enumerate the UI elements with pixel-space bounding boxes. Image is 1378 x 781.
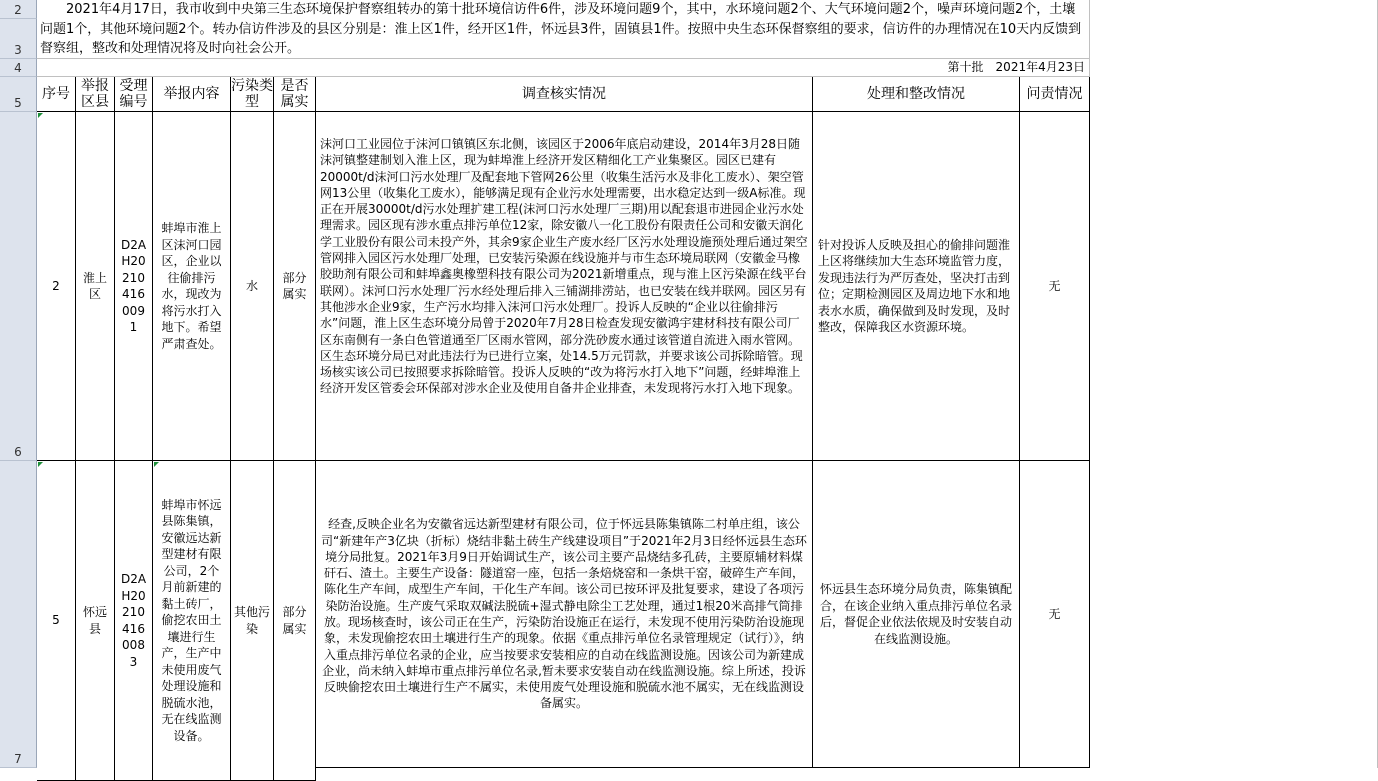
table-cell-content[interactable]: 蚌埠市怀远县陈集镇，安徽远达新型建材有限公司，2个月前新建的黏土砖厂，偷挖农田土壤进行生产，生产中未使用废气处理设施和脱硫水池，无在线监测设备。	[153, 461, 231, 781]
cell-indicator-icon	[154, 462, 159, 467]
header-seq[interactable]: 序号	[37, 77, 76, 112]
header-accountability[interactable]: 问责情况	[1020, 77, 1090, 112]
batch-date[interactable]: 第十批 2021年4月23日	[37, 59, 1090, 77]
header-content[interactable]: 举报内容	[153, 77, 231, 112]
row-header-7[interactable]: 7	[0, 461, 37, 768]
table-cell-acceptance-no[interactable]: D2AH20210416008 3	[115, 461, 153, 781]
table-cell-content[interactable]: 蚌埠市淮上区沫河口园区，企业以往偷排污水，现改为将污水打入地下。希望严肃查处。	[153, 112, 231, 461]
table-cell-district[interactable]: 怀远县	[76, 461, 115, 781]
cell-indicator-icon	[38, 113, 43, 118]
table-cell-pollution-type[interactable]: 水	[231, 112, 274, 461]
table-cell-investigation[interactable]: 沫河口工业园位于沫河口镇镇区东北侧，该园区于2006年底启动建设，2014年3月28日随沫河镇整建制划入淮上区，现为蚌埠淮上经济开发区精细化工产业集聚区。园区已建有20000t/d沫河口污水处理厂及配套地下管网26公里（收集生活污水及非化工废水）、架空管网13公里（收集化工废水），能够满足现有企业污水处理需要，出水稳定达到一级A标准。现正在开展30000t/d污水处理扩建工程(沫河口污水处理厂三期)用以配套退市进园企业污水处理需求。园区现有涉水重点排污单位12家，除安徽八一化工股份有限责任公司和安徽天润化学工业股份有限公司未投产外，其余9家企业生产废水经厂区污水处理设施预处理后通过架空管网排入园区污水处理厂处理，已安装污染源在线设施并与市生态环境局联网（安徽金马橡胶助剂有限公司和蚌埠鑫奥橡塑科技有限公司为2021新增重点，现与淮上区污染源在线平台联网）。沫河口污水处理厂污水经处理后排入三铺湖排涝站，也已安装在线并联网。园区另有其他涉水企业9家，生产污水均排入沫河口污水处理厂。投诉人反映的“企业以往偷排污水”问题，淮上区生态环境分局曾于2020年7月28日检查发现安徽鸿宇建材科技有限公司厂区东南侧有一条白色管道通至厂区雨水管网，部分洗砂废水通过该管道自流进入雨水管网。区生态环境分局已对此违法行为已进行立案，处14.5万元罚款，并要求该公司拆除暗管。现场核实该公司已按照要求拆除暗管。投诉人反映的“改为将污水打入地下”问题，经蚌埠淮上经济开发区管委会环保部对涉水企业及使用自备井企业排查，未发现将污水打入地下现象。	[316, 112, 813, 461]
table-cell-accountability[interactable]: 无	[1020, 461, 1090, 768]
header-district[interactable]: 举报区县	[76, 77, 115, 112]
table-cell-district[interactable]: 淮上区	[76, 112, 115, 461]
table-cell-handling[interactable]: 怀远县生态环境分局负责，陈集镇配合，在该企业纳入重点排污单位名录后，督促企业依法依规及时安装自动在线监测设施。	[813, 461, 1020, 768]
header-pollution-type[interactable]: 污染类型	[231, 78, 273, 110]
row-header-6[interactable]: 6	[0, 112, 37, 461]
intro-paragraph[interactable]: 2021年4月17日，我市收到中央第三生态环境保护督察组转办的第十批环境信访件6件，涉及环境问题9个，其中，水环境问题2个、大气环境问题2个，噪声环境问题2个，土壤问题1个，其他环境问题2个。转办信访件涉及的县区分别是：淮上区1件，经开区1件，怀远县3件，固镇县1件。按照中央生态环保督察组的要求，信访件的办理情况在10天内反馈到督察组，整改和处理情况将及时向社会公开。	[37, 0, 1090, 59]
table-cell-handling[interactable]: 针对投诉人反映及担心的偷排问题淮上区将继续加大生态环境监管力度，发现违法行为严厉查处，坚决打击到位；定期检测园区及周边地下水和地表水水质，确保做到及时发现，及时整改，保障我区水资源环境。	[813, 112, 1020, 461]
header-verified[interactable]: 是否属实	[274, 77, 316, 112]
cell-indicator-icon	[38, 462, 43, 467]
table-cell-pollution-type[interactable]: 其他污染	[231, 461, 274, 781]
header-investigation[interactable]: 调查核实情况	[316, 77, 813, 112]
header-acceptance-no[interactable]: 受理编号	[115, 77, 153, 112]
table-cell-seq[interactable]: 2	[37, 112, 76, 461]
row-header-2[interactable]: 2	[0, 0, 37, 19]
table-cell-verified[interactable]: 部分属实	[274, 461, 316, 781]
table-cell-accountability[interactable]: 无	[1020, 112, 1090, 461]
header-handling[interactable]: 处理和整改情况	[813, 77, 1020, 112]
table-cell-investigation[interactable]: 经查,反映企业名为安徽省远达新型建材有限公司，位于怀远县陈集镇陈二村单庄组，该公司“新建年产3亿块（折标）烧结非黏土砖生产线建设项目”于2021年2月3日经怀远县生态环境分局批复。2021年3月9日开始调试生产，该公司主要产品烧结多孔砖，主要原辅材料煤矸石、渣土。主要生产设备：隧道窑一座，包括一条焙烧窑和一条烘干窑，破碎生产车间，陈化生产车间，成型生产车间，干化生产车间。该公司已按环评及批复要求，建设了各项污染防治设施。生产废气采取双碱法脱硫+湿式静电除尘工艺处理，通过1根20米高排气筒排放。现场核查时，该公司正在生产，污染防治设施正在运行，未发现不使用污染防治设施现象，未发现偷挖农田土壤进行生产的现象。依据《重点排污单位名录管理规定（试行）》，纳入重点排污单位名录的企业，应当按要求安装相应的自动在线监测设施。因该公司为新建成企业，尚未纳入蚌埠市重点排污单位名录,暂未要求安装自动在线监测设施。综上所述，投诉反映偷挖农田土壤进行生产不属实，未使用废气处理设施和脱硫水池不属实，无在线监测设备属实。	[316, 461, 813, 768]
row-header-5[interactable]: 5	[0, 77, 37, 112]
table-cell-verified[interactable]: 部分属实	[274, 112, 316, 461]
row-header-4[interactable]: 4	[0, 59, 37, 77]
table-cell-seq[interactable]: 5	[37, 461, 76, 781]
table-cell-acceptance-no[interactable]: D2AH20210416009 1	[115, 112, 153, 461]
row-header-3[interactable]: 3	[0, 19, 37, 59]
